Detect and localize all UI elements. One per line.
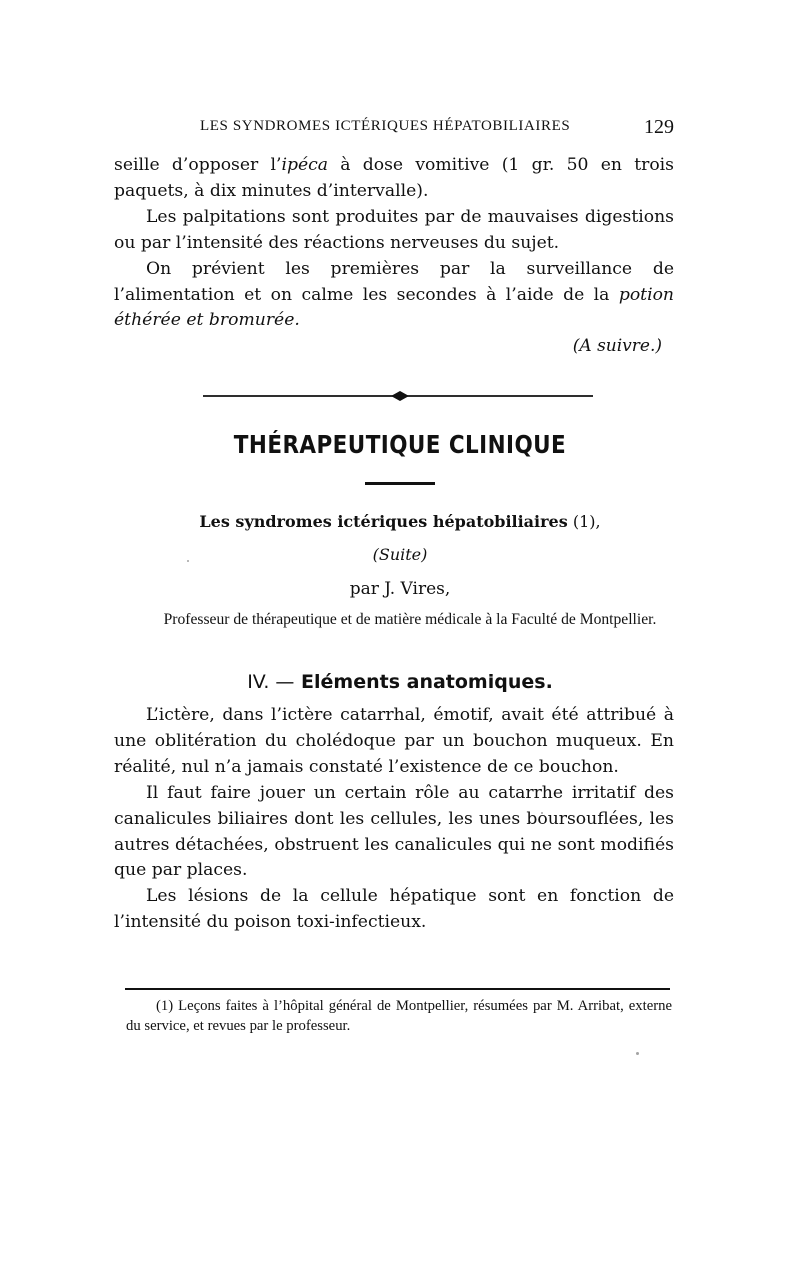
article-title: Les syndromes ictériques hépatobiliaires (1), (199, 512, 601, 531)
footnote: (1) Leçons faites à l’hôpital général de Montpellier, résumées par M. Arribat, externe du service, et revues par le professeur. (126, 998, 672, 1034)
page-header (200, 118, 674, 142)
continued-text (114, 153, 674, 373)
page-number: 129 (644, 116, 674, 138)
print-speck (636, 1052, 639, 1055)
footnote-reference: (1), (567, 512, 601, 531)
author-affiliation: Professeur de thérapeutique et de matière médicale à la Faculté de Montpellier. (163, 611, 657, 628)
heading-rule (365, 482, 435, 485)
article-author: par J. Vires, (349, 579, 451, 599)
body-paragraph-3: Les lésions de la cellule hépatique sont en fonction de l’intensité du poison toxi-infectieux. (114, 886, 674, 933)
article-continuation-label: (Suite) (372, 545, 428, 564)
italic-term-potion: potion éthérée et bromurée. (114, 284, 674, 331)
article-body (114, 703, 674, 936)
footnote-rule (125, 988, 670, 990)
section-divider-ornament (203, 390, 593, 402)
continued-paragraph-2: Les palpitations sont produites par de mauvaises digestions ou par l’intensité des réactions nerveuses du sujet. (114, 206, 674, 253)
print-speck (541, 812, 543, 814)
to-be-continued-label: (A suivre.) (572, 336, 662, 357)
section-heading: THÉRAPEUTIQUE CLINIQUE (233, 430, 567, 459)
print-speck (187, 560, 189, 562)
body-paragraph-1: L’ictère, dans l’ictère catarrhal, émotif, avait été attribué à une oblitération du cholédoque par un bouchon muqueux. En réalité, nul n’a jamais constaté l’existence de ce bouchon. (114, 705, 674, 777)
continued-paragraph-1: seille d’opposer l’ipéca à dose vomitive (1 gr. 50 en trois paquets, à dix minutes d’intervalle). (114, 155, 674, 201)
subsection-number: IV. — (247, 671, 295, 693)
body-paragraph-2: Il faut faire jouer un certain rôle au catarrhe irritatif des canalicules biliaires dont les cellules, les unes boursouflées, les autres détachées, obstruent les canalicules qui ne sont modifiés que par places. (114, 782, 674, 881)
italic-term-ipeca: ipéca (281, 155, 329, 175)
running-title: LES SYNDROMES ICTÉRIQUES HÉPATOBILIAIRES (200, 118, 571, 134)
subsection-title: Eléments anatomiques. (294, 671, 553, 693)
continued-paragraph-3: On prévient les premières par la surveillance de l’alimentation et on calme les secondes à l’aide de la potion éthérée et bromurée. (114, 258, 674, 331)
subsection-heading (0, 671, 800, 693)
